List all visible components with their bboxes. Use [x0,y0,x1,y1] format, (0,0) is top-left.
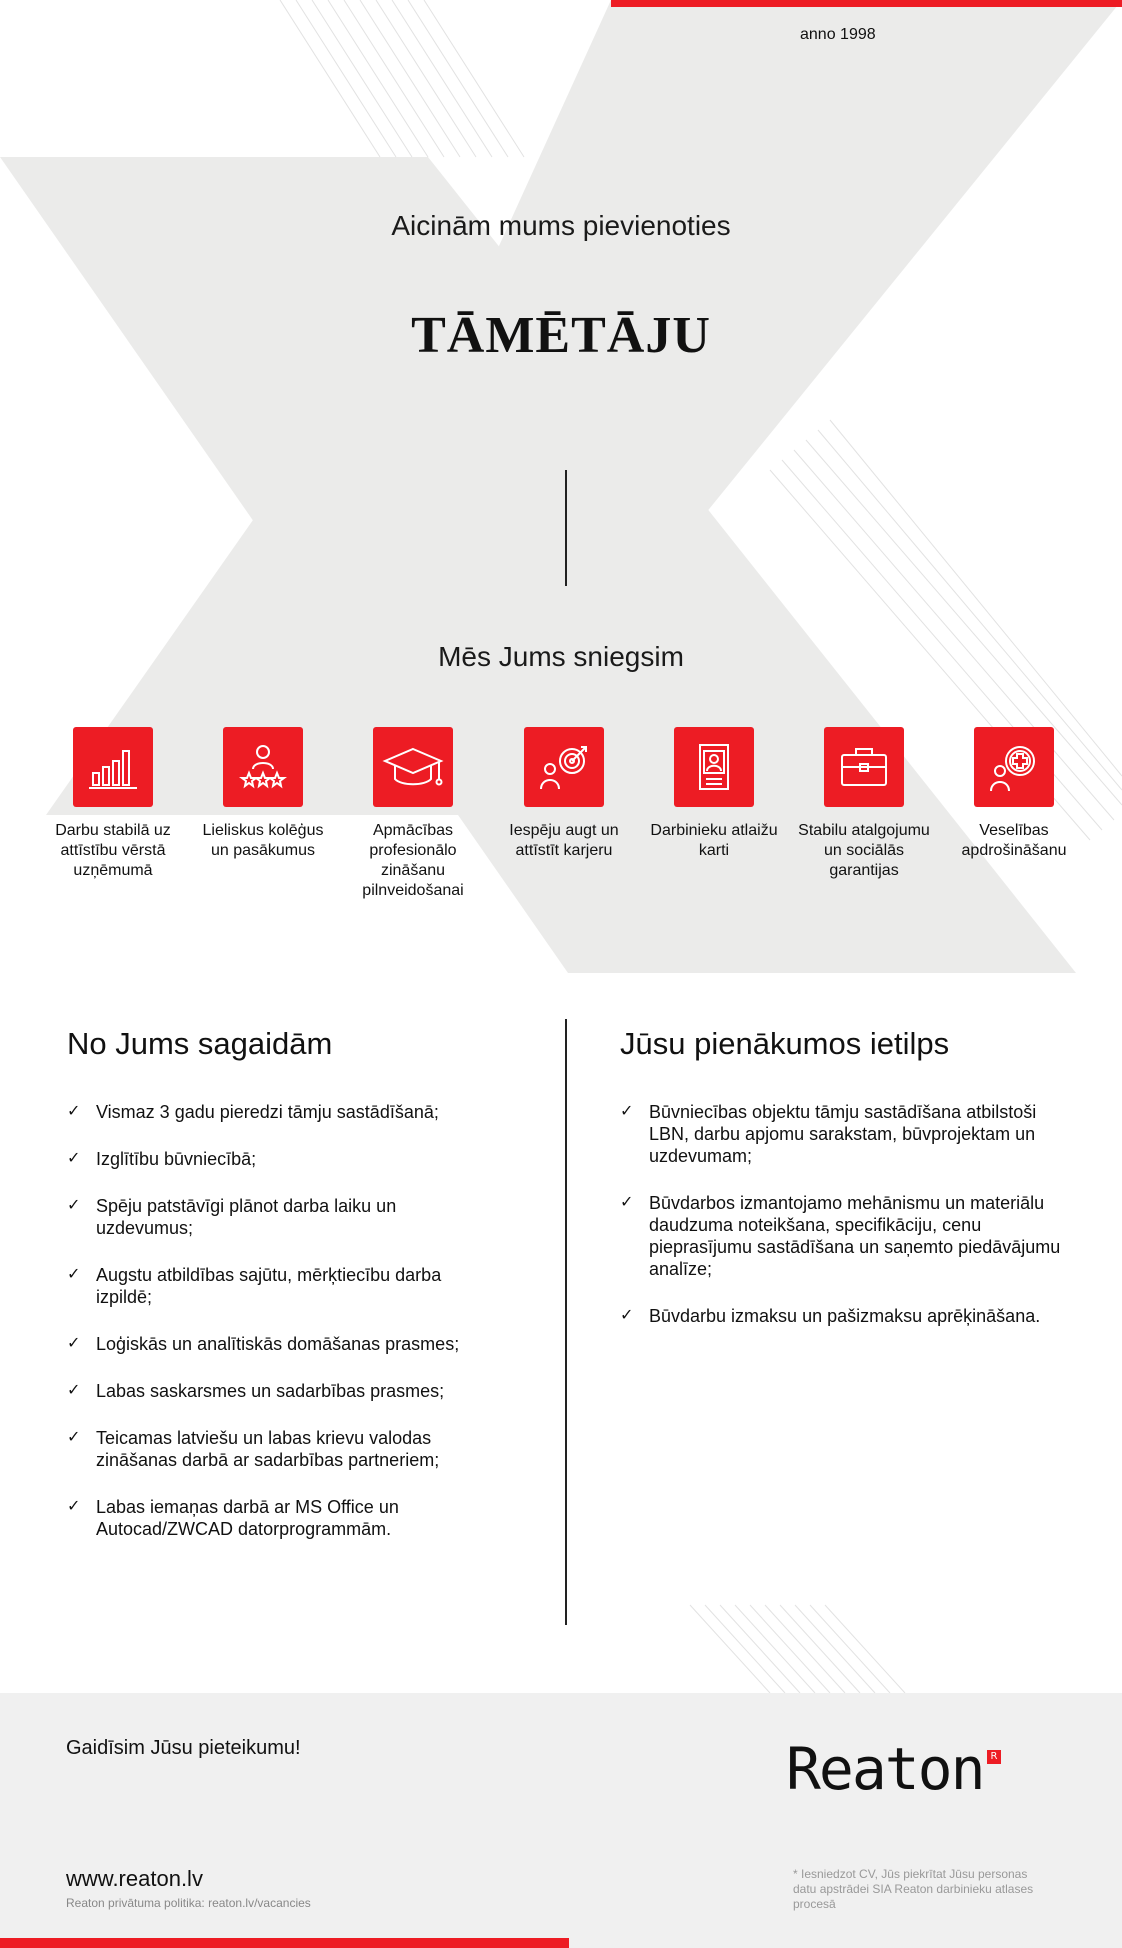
team-stars-icon [223,727,303,807]
privacy-policy-link[interactable]: Reaton privātuma politika: reaton.lv/vacancies [66,1896,311,1910]
benefit-label: Stabilu atalgojumu un sociālās garantijas [798,822,930,879]
website-link[interactable]: www.reaton.lv [66,1866,203,1891]
reaton-logo: Reaton [786,1735,984,1803]
check-icon: ✓ [67,1197,81,1214]
graduation-cap-icon [373,727,453,807]
check-icon: ✓ [67,1103,81,1120]
benefit-label: Iespēju augt un attīstīt karjeru [509,822,619,859]
check-icon: ✓ [67,1150,81,1167]
requirements-list [67,1101,497,1565]
vertical-divider-middle [565,1019,567,1625]
requirement-item: ✓ Labas iemaņas darbā ar MS Office un Autocad/ZWCAD datorprogrammām. [67,1497,399,1539]
requirements-title: No Jums sagaidām [67,1026,333,1061]
check-icon: ✓ [67,1382,81,1399]
duty-item: ✓ Būvdarbu izmaksu un pašizmaksu aprēķināšana. [620,1306,1041,1326]
vertical-divider-top [565,470,567,586]
check-icon: ✓ [620,1307,634,1324]
cv-consent-notice: * Iesniedzot CV, Jūs piekrītat Jūsu personas datu apstrādei SIA Reaton darbinieku atlases procesā [793,1867,1034,1911]
health-insurance-icon [974,727,1054,807]
check-icon: ✓ [67,1266,81,1283]
duties-title: Jūsu pienākumos ietilps [620,1026,950,1061]
requirement-item: ✓ Izglītību būvniecībā; [67,1149,257,1169]
benefit-label: Veselības apdrošināšanu [961,822,1067,859]
benefit-label: Darbinieku atlaižu karti [650,822,778,859]
benefit-item [43,727,183,881]
briefcase-icon [824,727,904,807]
offer-heading: Mēs Jums sniegsim [438,641,684,672]
requirement-item: ✓ Augstu atbildības sajūtu, mērķtiecību darba izpildē; [67,1265,442,1307]
benefit-label: Darbu stabilā uz attīstību vērstā uzņēmumā [55,822,171,879]
benefit-item [193,727,333,861]
duties-list [620,1101,1070,1352]
check-icon: ✓ [67,1429,81,1446]
job-title: TĀMĒTĀJU [411,307,711,364]
duty-item: ✓ Būvniecības objektu tāmju sastādīšana atbilstoši LBN, darbu apjomu sarakstam, būvprojektam un uzdevumam; [620,1102,1037,1166]
registered-mark-icon: R [987,1750,1001,1764]
bottom-accent-bar [0,1938,569,1948]
duty-item: ✓ Būvdarbos izmantojamo mehānismu un materiālu daudzuma noteikšana, specifikāciju, cenu pieprasījumu sastādīšana un saņemto piedāvājumu analīze; [620,1193,1061,1279]
top-accent-bar [611,0,1122,7]
requirement-item: ✓ Labas saskarsmes un sadarbības prasmes; [67,1381,445,1401]
employee-card-icon [674,727,754,807]
requirement-item: ✓ Teicamas latviešu un labas krievu valodas zināšanas darbā ar sadarbības partneriem; [67,1428,440,1470]
benefit-label: Apmācības profesionālo zināšanu pilnveidošanai [362,822,464,899]
requirement-item: ✓ Spēju patstāvīgi plānot darba laiku un uzdevumus; [67,1196,397,1238]
benefit-item [644,727,784,861]
check-icon: ✓ [67,1335,81,1352]
founded-year: anno 1998 [800,26,876,43]
check-icon: ✓ [620,1103,634,1120]
requirement-item: ✓ Vismaz 3 gadu pieredzi tāmju sastādīšanā; [67,1102,439,1122]
benefit-item [944,727,1084,861]
benefit-item [494,727,634,861]
benefit-label: Lieliskus kolēģus un pasākumus [202,822,324,859]
await-application-text: Gaidīsim Jūsu pieteikumu! [66,1737,301,1759]
benefit-item [794,727,934,881]
benefit-item [343,727,483,901]
invite-heading: Aicinām mums pievienoties [391,210,731,241]
growth-chart-icon [73,727,153,807]
check-icon: ✓ [620,1194,634,1211]
check-icon: ✓ [67,1498,81,1515]
target-career-icon [524,727,604,807]
requirement-item: ✓ Loģiskās un analītiskās domāšanas prasmes; [67,1334,460,1354]
